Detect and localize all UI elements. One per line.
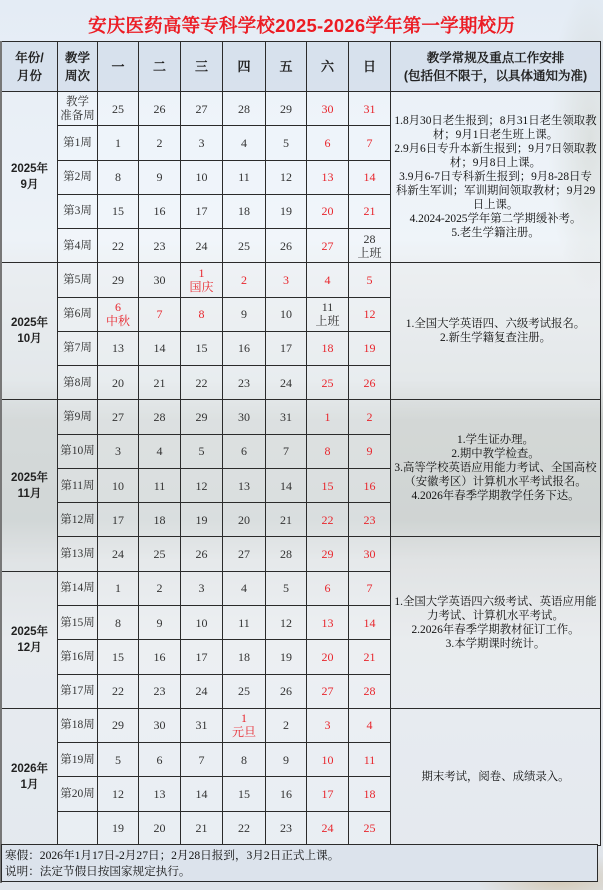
month-label: 2025年 12月 bbox=[2, 571, 58, 708]
day-cell: 9 bbox=[223, 297, 266, 331]
day-cell: 10 bbox=[98, 468, 139, 502]
day-cell: 8 bbox=[223, 743, 266, 777]
week-label: 第15周 bbox=[58, 605, 98, 639]
day-cell: 21 bbox=[266, 503, 307, 537]
day-cell-holiday: 6 bbox=[307, 126, 349, 160]
day-cell-holiday: 21 bbox=[349, 194, 391, 228]
week-label: 第10周 bbox=[58, 434, 98, 468]
day-cell: 15 bbox=[223, 777, 266, 811]
day-cell: 16 bbox=[139, 640, 181, 674]
day-cell: 15 bbox=[98, 194, 139, 228]
day-cell-holiday: 13 bbox=[307, 605, 349, 639]
day-cell: 17 bbox=[266, 331, 307, 365]
day-cell: 12 bbox=[266, 605, 307, 639]
day-cell: 1 bbox=[98, 126, 139, 160]
day-cell-holiday: 7 bbox=[349, 126, 391, 160]
day-cell: 24 bbox=[98, 537, 139, 571]
day-cell-national-day: 1 国庆 bbox=[181, 263, 223, 297]
day-cell: 8 bbox=[98, 160, 139, 194]
week-label: 教学 准备周 bbox=[58, 92, 98, 126]
day-cell-holiday: 28 bbox=[349, 674, 391, 708]
header-row bbox=[2, 42, 601, 92]
day-cell: 14 bbox=[266, 468, 307, 502]
day-cell: 29 bbox=[181, 400, 223, 434]
day-cell-holiday: 22 bbox=[307, 503, 349, 537]
day-cell-holiday: 29 bbox=[307, 537, 349, 571]
winter-break-text: 寒假：2026年1月17日-2月27日；2月28日报到，3月2日正式上课。 bbox=[5, 849, 340, 862]
header-notes: 教学常规及重点工作安排 (包括但不限于，以具体通知为准) bbox=[391, 42, 601, 92]
week-label: 第11周 bbox=[58, 468, 98, 502]
week-label: 第20周 bbox=[58, 777, 98, 811]
day-cell: 20 bbox=[139, 811, 181, 845]
day-cell-holiday: 25 bbox=[307, 366, 349, 400]
week-row bbox=[2, 92, 601, 126]
day-cell: 17 bbox=[181, 640, 223, 674]
month-label: 2025年 11月 bbox=[2, 400, 58, 571]
day-cell-holiday: 7 bbox=[349, 571, 391, 605]
week-label: 第12周 bbox=[58, 503, 98, 537]
day-cell: 26 bbox=[139, 92, 181, 126]
notes-cell: 1.8月30日老生报到；8月31日老生领取教 材；9月1日老生班上课。 2.9月6日专升本新生报到；9月7日领取教 材；9月8日上课。 3.9月6-7日专科新生报到；9月8-28日专 科新生军训；军训期间领取教材；9月29 日上课。 4.2024-2025学年第二学期缓补考。 5.老生学籍注册。 bbox=[391, 92, 601, 263]
day-cell: 3 bbox=[98, 434, 139, 468]
day-cell: 2 bbox=[266, 708, 307, 742]
day-cell-holiday: 20 bbox=[307, 640, 349, 674]
day-cell-holiday: 21 bbox=[349, 640, 391, 674]
month-label: 2025年 9月 bbox=[2, 92, 58, 263]
week-label: 第7周 bbox=[58, 331, 98, 365]
day-cell: 31 bbox=[266, 400, 307, 434]
day-cell-holiday: 3 bbox=[307, 708, 349, 742]
day-cell-holiday: 16 bbox=[349, 468, 391, 502]
day-cell: 24 bbox=[266, 366, 307, 400]
day-cell: 30 bbox=[223, 400, 266, 434]
day-cell: 22 bbox=[181, 366, 223, 400]
day-cell: 31 bbox=[181, 708, 223, 742]
day-cell: 17 bbox=[98, 503, 139, 537]
day-cell-holiday: 25 bbox=[349, 811, 391, 845]
day-cell-holiday: 18 bbox=[307, 331, 349, 365]
header-sun: 日 bbox=[349, 42, 391, 92]
day-cell-holiday: 9 bbox=[349, 434, 391, 468]
week-label: 第8周 bbox=[58, 366, 98, 400]
page-title: 安庆医药高等专科学校2025-2026学年第一学期校历 bbox=[88, 15, 515, 36]
day-cell: 5 bbox=[181, 434, 223, 468]
day-cell: 25 bbox=[223, 229, 266, 263]
day-cell-holiday: 30 bbox=[349, 537, 391, 571]
week-label: 第18周 bbox=[58, 708, 98, 742]
week-label: 第9周 bbox=[58, 400, 98, 434]
day-cell: 24 bbox=[181, 674, 223, 708]
day-cell-holiday: 20 bbox=[307, 194, 349, 228]
day-cell: 26 bbox=[181, 537, 223, 571]
day-cell: 11 bbox=[139, 468, 181, 502]
day-cell: 29 bbox=[98, 708, 139, 742]
day-cell: 27 bbox=[223, 537, 266, 571]
week-row bbox=[2, 537, 601, 571]
week-label: 第14周 bbox=[58, 571, 98, 605]
day-cell: 4 bbox=[223, 126, 266, 160]
day-cell: 7 bbox=[266, 434, 307, 468]
week-label bbox=[58, 811, 98, 845]
day-cell-holiday: 8 bbox=[181, 297, 223, 331]
day-cell-holiday: 19 bbox=[349, 331, 391, 365]
day-cell: 12 bbox=[181, 468, 223, 502]
day-cell-holiday: 10 bbox=[307, 743, 349, 777]
day-cell: 9 bbox=[139, 160, 181, 194]
table-left-border bbox=[0, 41, 2, 883]
day-cell-new-year: 1 元旦 bbox=[223, 708, 266, 742]
day-cell-holiday: 24 bbox=[307, 811, 349, 845]
footer-notes bbox=[1, 844, 598, 882]
day-cell-holiday: 15 bbox=[307, 468, 349, 502]
day-cell-holiday: 14 bbox=[349, 605, 391, 639]
day-cell: 30 bbox=[139, 263, 181, 297]
day-cell: 11 bbox=[223, 605, 266, 639]
day-cell: 4 bbox=[223, 571, 266, 605]
day-cell: 3 bbox=[181, 571, 223, 605]
day-cell: 10 bbox=[266, 297, 307, 331]
day-cell: 17 bbox=[181, 194, 223, 228]
week-label: 第2周 bbox=[58, 160, 98, 194]
day-cell-holiday: 8 bbox=[307, 434, 349, 468]
day-cell: 9 bbox=[266, 743, 307, 777]
day-cell-holiday: 6 bbox=[307, 571, 349, 605]
header-week: 教学 周次 bbox=[58, 42, 98, 92]
day-cell: 23 bbox=[266, 811, 307, 845]
day-cell: 13 bbox=[223, 468, 266, 502]
week-label: 第3周 bbox=[58, 194, 98, 228]
day-cell: 4 bbox=[139, 434, 181, 468]
day-cell: 27 bbox=[98, 400, 139, 434]
week-label: 第5周 bbox=[58, 263, 98, 297]
day-cell: 12 bbox=[266, 160, 307, 194]
day-cell: 28 bbox=[139, 400, 181, 434]
header-fri: 五 bbox=[266, 42, 307, 92]
day-cell-holiday: 1 bbox=[307, 400, 349, 434]
day-cell-holiday: 3 bbox=[266, 263, 307, 297]
day-cell-holiday: 7 bbox=[139, 297, 181, 331]
day-cell: 21 bbox=[139, 366, 181, 400]
week-label: 第13周 bbox=[58, 537, 98, 571]
day-cell: 10 bbox=[181, 605, 223, 639]
day-cell: 13 bbox=[98, 331, 139, 365]
holiday-note-text: 说明：法定节假日按国家规定执行。 bbox=[5, 865, 191, 878]
header-mon: 一 bbox=[98, 42, 139, 92]
day-cell: 26 bbox=[266, 229, 307, 263]
day-cell: 28 bbox=[266, 537, 307, 571]
day-cell: 26 bbox=[266, 674, 307, 708]
day-cell: 25 bbox=[98, 92, 139, 126]
day-cell: 27 bbox=[181, 92, 223, 126]
day-cell: 9 bbox=[139, 605, 181, 639]
day-cell-mid-autumn: 6 中秋 bbox=[98, 297, 139, 331]
day-cell-holiday: 13 bbox=[307, 160, 349, 194]
day-cell-holiday: 23 bbox=[349, 503, 391, 537]
day-cell: 22 bbox=[223, 811, 266, 845]
day-cell: 28 bbox=[223, 92, 266, 126]
day-cell-holiday: 2 bbox=[349, 400, 391, 434]
day-cell: 2 bbox=[139, 571, 181, 605]
month-label: 2026年 1月 bbox=[2, 708, 58, 845]
day-cell: 20 bbox=[98, 366, 139, 400]
day-cell: 11 bbox=[223, 160, 266, 194]
header-wed: 三 bbox=[181, 42, 223, 92]
week-label: 第16周 bbox=[58, 640, 98, 674]
day-cell: 23 bbox=[223, 366, 266, 400]
day-cell: 23 bbox=[139, 229, 181, 263]
day-cell-holiday: 4 bbox=[349, 708, 391, 742]
header-tue: 二 bbox=[139, 42, 181, 92]
day-cell: 19 bbox=[266, 194, 307, 228]
day-cell: 5 bbox=[266, 126, 307, 160]
day-cell-holiday: 17 bbox=[307, 777, 349, 811]
day-cell: 5 bbox=[98, 743, 139, 777]
week-label: 第4周 bbox=[58, 229, 98, 263]
header-sat: 六 bbox=[307, 42, 349, 92]
day-cell: 5 bbox=[266, 571, 307, 605]
day-cell-holiday: 2 bbox=[223, 263, 266, 297]
day-cell: 24 bbox=[181, 229, 223, 263]
day-cell: 22 bbox=[98, 229, 139, 263]
day-cell: 15 bbox=[181, 331, 223, 365]
day-cell: 16 bbox=[223, 331, 266, 365]
day-cell: 22 bbox=[98, 674, 139, 708]
day-cell: 10 bbox=[181, 160, 223, 194]
day-cell: 18 bbox=[223, 640, 266, 674]
day-cell: 8 bbox=[98, 605, 139, 639]
day-cell: 19 bbox=[181, 503, 223, 537]
day-cell: 25 bbox=[223, 674, 266, 708]
day-cell-holiday: 4 bbox=[307, 263, 349, 297]
week-row bbox=[2, 263, 601, 297]
day-cell-holiday: 5 bbox=[349, 263, 391, 297]
notes-cell: 1.学生证办理。 2.期中教学检查。 3.高等学校英语应用能力考试、全国高校 （安徽考区）计算机水平考试报名。 4.2026年春季学期教学任务下达。 bbox=[391, 400, 601, 537]
day-cell: 3 bbox=[181, 126, 223, 160]
day-cell-workday: 28 上班 bbox=[349, 229, 391, 263]
day-cell-workday: 11 上班 bbox=[307, 297, 349, 331]
day-cell-holiday: 14 bbox=[349, 160, 391, 194]
day-cell: 25 bbox=[139, 537, 181, 571]
day-cell: 6 bbox=[139, 743, 181, 777]
week-row bbox=[2, 400, 601, 434]
week-label: 第6周 bbox=[58, 297, 98, 331]
week-label: 第17周 bbox=[58, 674, 98, 708]
notes-cell: 1.全国大学英语四六级考试、英语应用能 力考试、计算机水平考试。 2.2026年春季学期教材征订工作。 3.本学期课时统计。 bbox=[391, 537, 601, 708]
day-cell: 2 bbox=[139, 126, 181, 160]
day-cell-holiday: 18 bbox=[349, 777, 391, 811]
day-cell: 7 bbox=[181, 743, 223, 777]
day-cell: 1 bbox=[98, 571, 139, 605]
day-cell: 23 bbox=[139, 674, 181, 708]
week-label: 第19周 bbox=[58, 743, 98, 777]
header-thu: 四 bbox=[223, 42, 266, 92]
week-row bbox=[2, 708, 601, 742]
day-cell: 18 bbox=[223, 194, 266, 228]
day-cell-holiday: 12 bbox=[349, 297, 391, 331]
day-cell: 14 bbox=[139, 331, 181, 365]
day-cell: 12 bbox=[98, 777, 139, 811]
header-year-month: 年份/ 月份 bbox=[2, 42, 58, 92]
day-cell: 19 bbox=[98, 811, 139, 845]
day-cell: 6 bbox=[223, 434, 266, 468]
day-cell: 21 bbox=[181, 811, 223, 845]
day-cell: 14 bbox=[181, 777, 223, 811]
day-cell: 16 bbox=[266, 777, 307, 811]
day-cell-holiday: 27 bbox=[307, 674, 349, 708]
day-cell: 16 bbox=[139, 194, 181, 228]
month-label: 2025年 10月 bbox=[2, 263, 58, 400]
day-cell: 29 bbox=[98, 263, 139, 297]
day-cell-holiday: 30 bbox=[307, 92, 349, 126]
day-cell: 20 bbox=[223, 503, 266, 537]
school-calendar-table bbox=[1, 41, 601, 846]
day-cell-holiday: 11 bbox=[349, 743, 391, 777]
day-cell: 13 bbox=[139, 777, 181, 811]
notes-cell: 期末考试，阅卷、成绩录入。 bbox=[391, 708, 601, 845]
day-cell: 15 bbox=[98, 640, 139, 674]
notes-cell: 1.全国大学英语四、六级考试报名。 2.新生学籍复查注册。 bbox=[391, 263, 601, 400]
day-cell: 30 bbox=[139, 708, 181, 742]
day-cell: 19 bbox=[266, 640, 307, 674]
day-cell-holiday: 31 bbox=[349, 92, 391, 126]
week-label: 第1周 bbox=[58, 126, 98, 160]
day-cell-holiday: 27 bbox=[307, 229, 349, 263]
day-cell: 18 bbox=[139, 503, 181, 537]
day-cell: 29 bbox=[266, 92, 307, 126]
day-cell-holiday: 26 bbox=[349, 366, 391, 400]
